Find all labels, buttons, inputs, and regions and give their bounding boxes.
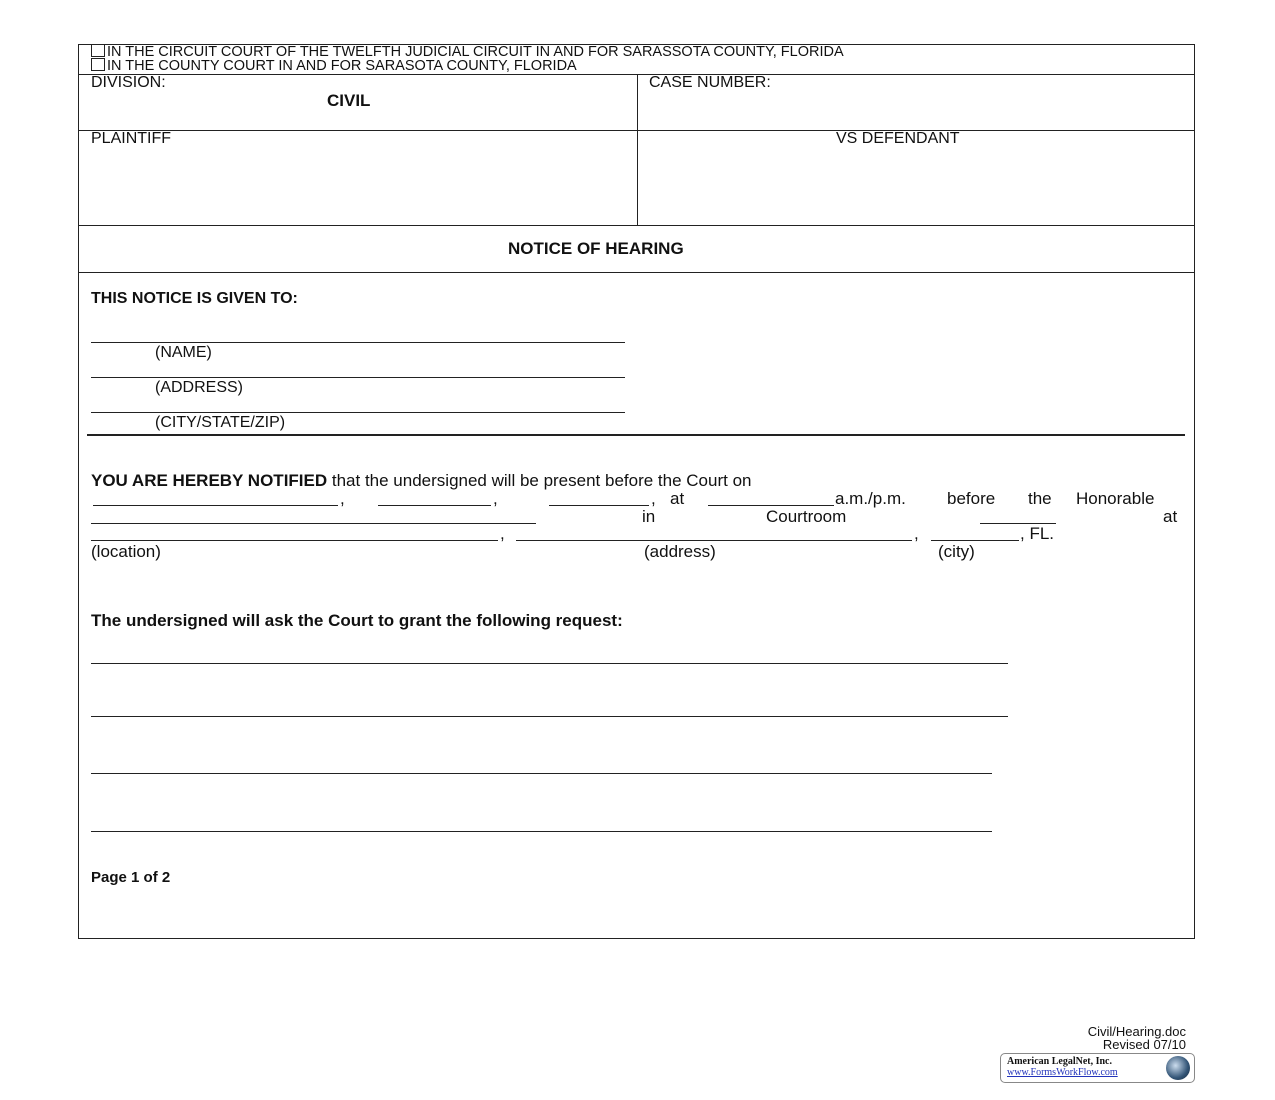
page-number: Page 1 of 2	[91, 869, 171, 886]
court-option-county[interactable]	[91, 58, 577, 73]
at-text: at	[1163, 507, 1178, 526]
location-caption: (location)	[91, 542, 161, 561]
in-text: in	[642, 507, 656, 526]
date-line[interactable]	[93, 505, 338, 506]
comma: ,	[493, 489, 498, 508]
court-option-label: IN THE CIRCUIT COURT OF THE TWELFTH JUDICIAL CIRCUIT IN AND FOR SARASSOTA COUNTY, FLORIDA	[107, 44, 844, 60]
comma: ,	[500, 524, 505, 543]
notified-text: that the undersigned will be present before the Court on	[331, 471, 752, 490]
notified-paragraph	[91, 471, 751, 491]
city-line[interactable]	[91, 412, 625, 413]
fl-text: , FL.	[1020, 524, 1055, 543]
courtroom-text: Courtroom	[766, 507, 847, 526]
date-line[interactable]	[378, 505, 491, 506]
before-text: before	[947, 489, 996, 508]
comma: ,	[914, 524, 919, 543]
time-line[interactable]	[708, 505, 834, 506]
city-caption: (city)	[938, 542, 975, 561]
checkbox-icon[interactable]	[91, 58, 105, 71]
city-caption: (CITY/STATE/ZIP)	[155, 414, 286, 431]
footer-revised: Revised 07/10	[1102, 1037, 1186, 1052]
honorable-text: Honorable	[1076, 489, 1155, 508]
judge-line[interactable]	[91, 523, 536, 524]
division-value: CIVIL	[327, 91, 371, 110]
request-heading: The undersigned will ask the Court to grant the following request:	[91, 611, 623, 630]
american-legalnet-logo[interactable]	[1000, 1053, 1195, 1083]
name-line[interactable]	[91, 342, 625, 343]
defendant-label: VS DEFENDANT	[836, 130, 960, 147]
comma: ,	[340, 489, 345, 508]
request-line[interactable]	[91, 831, 992, 832]
address-line[interactable]	[516, 540, 912, 541]
globe-icon	[1166, 1056, 1190, 1080]
page-title: NOTICE OF HEARING	[508, 239, 684, 258]
checkbox-icon[interactable]	[91, 44, 105, 57]
request-line[interactable]	[91, 716, 1008, 717]
court-option-label: IN THE COUNTY COURT IN AND FOR SARASOTA COUNTY, FLORIDA	[107, 58, 577, 74]
notice-to-heading: THIS NOTICE IS GIVEN TO:	[91, 290, 298, 307]
name-caption: (NAME)	[155, 344, 212, 361]
logo-url[interactable]: www.FormsWorkFlow.com	[1007, 1067, 1118, 1078]
logo-name: American LegalNet, Inc.	[1007, 1056, 1112, 1067]
court-option-circuit[interactable]	[91, 44, 844, 59]
request-line[interactable]	[91, 773, 992, 774]
the-text: the	[1028, 489, 1052, 508]
year-line[interactable]	[549, 505, 649, 506]
city-line[interactable]	[931, 540, 1019, 541]
ampm-text: a.m./p.m.	[835, 489, 906, 508]
comma: ,	[651, 489, 656, 508]
at-text: at	[670, 489, 685, 508]
plaintiff-label: PLAINTIFF	[91, 130, 172, 147]
notified-bold: YOU ARE HEREBY NOTIFIED	[91, 471, 328, 490]
address-caption: (address)	[644, 542, 716, 561]
case-number-label: CASE NUMBER:	[649, 74, 771, 91]
request-line[interactable]	[91, 663, 1008, 664]
location-line[interactable]	[91, 540, 498, 541]
footer-file: Civil/Hearing.doc	[1087, 1024, 1186, 1039]
division-label: DIVISION:	[91, 74, 166, 91]
address-caption: (ADDRESS)	[155, 379, 244, 396]
address-line[interactable]	[91, 377, 625, 378]
